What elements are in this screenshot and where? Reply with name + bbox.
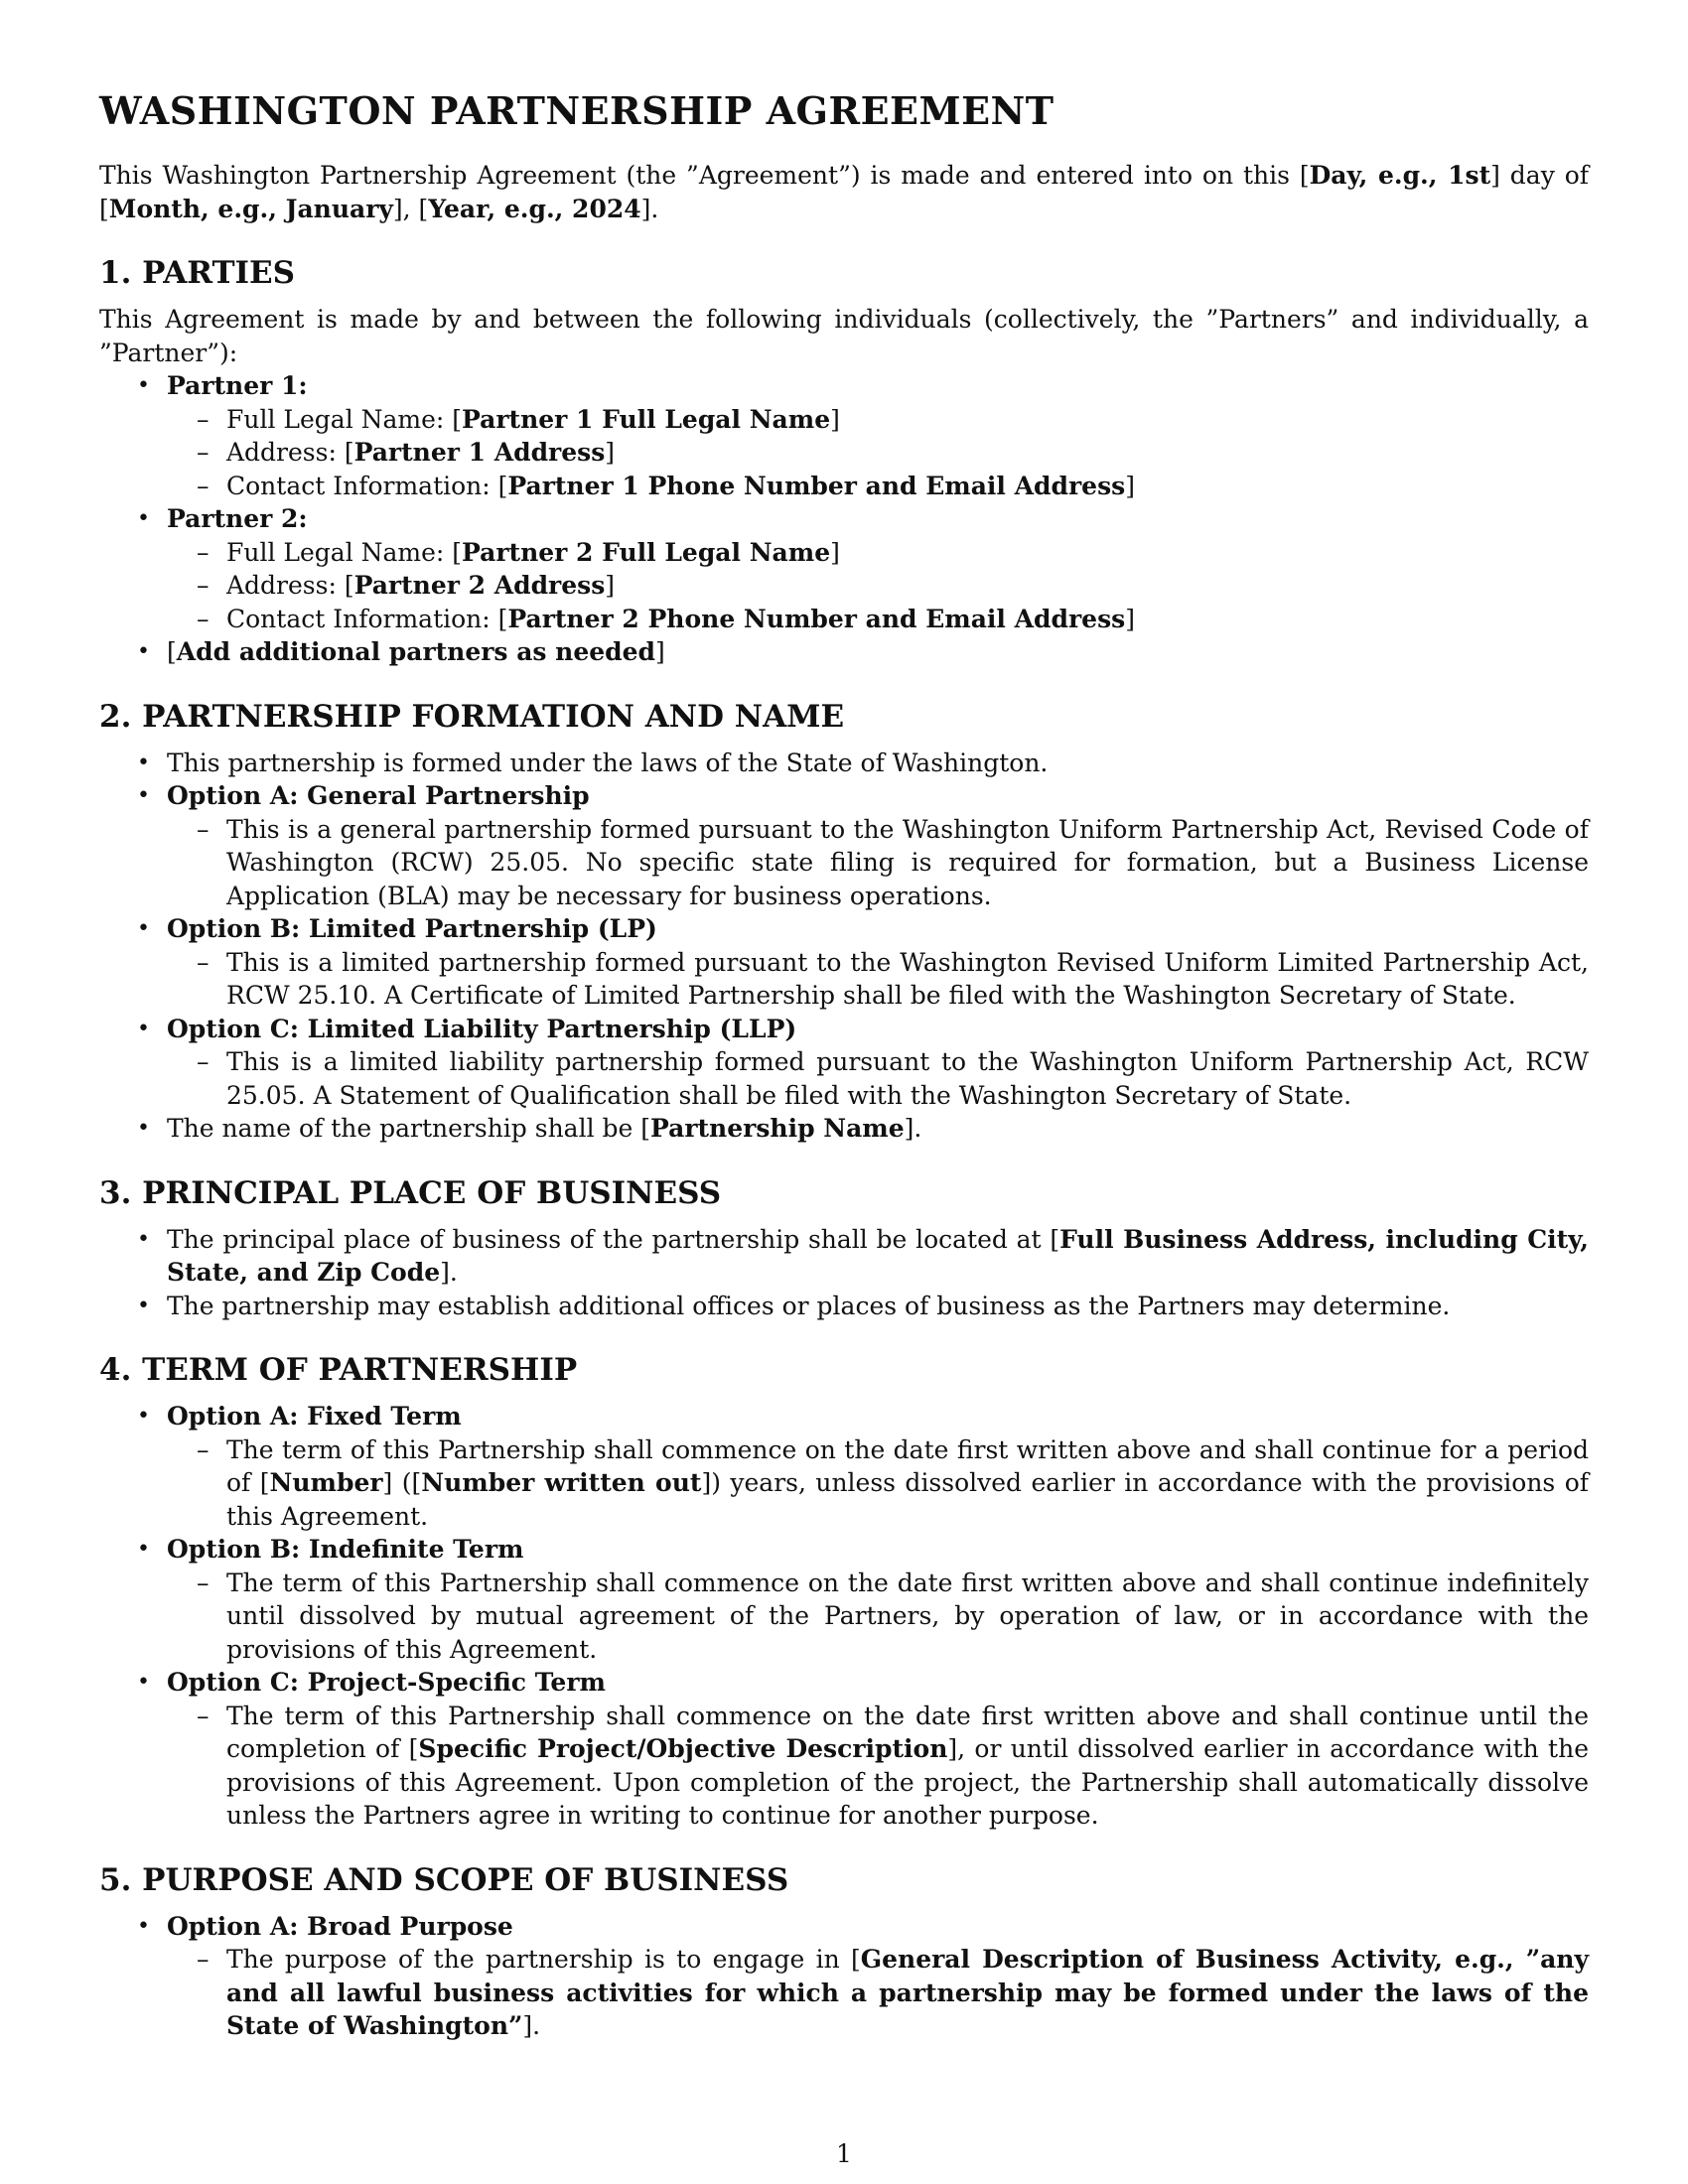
list-item <box>99 1910 1589 2043</box>
option-c-project-term-label: Option C: Project-Specific Term <box>167 1668 606 1697</box>
section-heading-purpose: 5. PURPOSE AND SCOPE OF BUSINESS <box>99 1861 789 1898</box>
list-item <box>99 779 1589 912</box>
option-a-broad-purpose-label: Option A: Broad Purpose <box>167 1911 513 1941</box>
list-item <box>99 1533 1589 1666</box>
business-address-placeholder: Full Business Address, including City, State, and Zip Code <box>167 1224 1589 1287</box>
document-page <box>99 87 1589 2043</box>
section-heading-place-of-business: 3. PRINCIPAL PLACE OF BUSINESS <box>99 1174 722 1211</box>
list-item: • The partnership may establish additional offices or places of business as the Partners may determine. <box>99 1290 1589 1323</box>
list-item: • This partnership is formed under the laws of the State of Washington. <box>99 747 1589 780</box>
page-number: 1 <box>836 2139 852 2168</box>
list-item: • The principal place of business of the partnership shall be located at [Full Business Address, including City, State, and Zip Code]. <box>99 1223 1589 1290</box>
list-item <box>99 1013 1589 1113</box>
partner-1-label: Partner 1: <box>167 371 308 400</box>
partnership-name-placeholder: Partnership Name <box>650 1114 905 1143</box>
option-c-llp-label: Option C: Limited Liability Partnership (LLP) <box>167 1014 797 1043</box>
list-item: • [Add additional partners as needed] <box>99 635 1589 669</box>
partner-2-contact-placeholder: Partner 2 Phone Number and Email Address <box>507 604 1126 633</box>
section-heading-formation: 2. PARTNERSHIP FORMATION AND NAME <box>99 698 845 735</box>
parties-intro: This Agreement is made by and between the following individuals (collectively, the ”Partners” and individually, a ”Partner”): <box>99 305 1589 367</box>
list-item: – This is a limited liability partnership formed pursuant to the Washington Uniform Partnership Act, RCW 25.05. A Statement of Qualification shall be filed with the Washington Secretary of State. <box>167 1045 1589 1112</box>
option-b-limited-label: Option B: Limited Partnership (LP) <box>167 914 657 943</box>
day-placeholder: Day, e.g., 1st <box>1309 161 1491 190</box>
section-heading-parties: 1. PARTIES <box>99 255 296 291</box>
partner-2-address-placeholder: Partner 2 Address <box>353 571 606 600</box>
section-heading-term: 4. TERM OF PARTNERSHIP <box>99 1352 578 1388</box>
list-item: – The term of this Partnership shall commence on the date first written above and shall continue until the completion of [Specific Project/Objective Description], or until dissolved earlier in accordance with the provisions of this Agreement. Upon completion of the project, the Partnership shall automatically dissolve unless the Partners agree in writing to continue for another purpose. <box>167 1700 1589 1833</box>
partner-2-name-placeholder: Partner 2 Full Legal Name <box>462 537 831 567</box>
list-item <box>99 912 1589 1013</box>
partner-1-address-placeholder: Partner 1 Address <box>353 438 606 467</box>
project-description-placeholder: Specific Project/Objective Description <box>418 1734 948 1763</box>
list-item: – Full Legal Name: [Partner 2 Full Legal Name] <box>167 536 1589 570</box>
list-item: – Address: [Partner 2 Address] <box>167 569 1589 603</box>
intro-paragraph: This Washington Partnership Agreement (the ”Agreement”) is made and entered into on this [Day, e.g., 1st] day of [Month, e.g., January], [Year, e.g., 2024]. <box>99 161 1590 223</box>
list-item: – Address: [Partner 1 Address] <box>167 436 1589 470</box>
number-placeholder: Number <box>269 1468 383 1497</box>
partner-2-label: Partner 2: <box>167 504 308 533</box>
list-item <box>99 1400 1589 1533</box>
year-placeholder: Year, e.g., 2024 <box>428 194 641 223</box>
list-item: – This is a general partnership formed pursuant to the Washington Uniform Partnership Act, Revised Code of Washington (RCW) 25.05. No specific state filing is required for formation, but a Business License Application (BLA) may be necessary for business operations. <box>167 813 1589 913</box>
list-item: – Full Legal Name: [Partner 1 Full Legal Name] <box>167 403 1589 437</box>
list-item: – This is a limited partnership formed pursuant to the Washington Revised Uniform Limited Partnership Act, RCW 25.10. A Certificate of Limited Partnership shall be filed with the Washington Secretary of State. <box>167 946 1589 1013</box>
partner-1-contact-placeholder: Partner 1 Phone Number and Email Address <box>507 471 1126 500</box>
list-item <box>99 1666 1589 1833</box>
list-item <box>99 502 1589 635</box>
list-item: – The purpose of the partnership is to engage in [General Description of Business Activity, e.g., ”any and all lawful business activities for which a partnership may be formed under the laws of the State of Washington”]. <box>167 1943 1589 2043</box>
business-activity-placeholder: General Description of Business Activity, e.g., ”any and all lawful business activities for which a partnership may be formed under the laws of the State of Washington” <box>226 1945 1589 2040</box>
list-item: – Contact Information: [Partner 2 Phone Number and Email Address] <box>167 603 1589 636</box>
list-item: – The term of this Partnership shall commence on the date first written above and shall continue for a period of [Number] ([Number written out]) years, unless dissolved earlier in accordance with the provisions of this Agreement. <box>167 1433 1589 1534</box>
additional-partners-placeholder: Add additional partners as needed <box>176 637 656 666</box>
list-item <box>99 369 1589 502</box>
partner-1-name-placeholder: Partner 1 Full Legal Name <box>462 404 831 434</box>
document-title: WASHINGTON PARTNERSHIP AGREEMENT <box>99 88 1055 133</box>
partners-list <box>99 369 1589 669</box>
option-a-general-label: Option A: General Partnership <box>167 781 590 810</box>
option-b-indefinite-term-label: Option B: Indefinite Term <box>167 1535 524 1564</box>
list-item: • The name of the partnership shall be [Partnership Name]. <box>99 1112 1589 1146</box>
option-a-fixed-term-label: Option A: Fixed Term <box>167 1402 462 1431</box>
list-item: – The term of this Partnership shall commence on the date first written above and shall continue indefinitely until dissolved by mutual agreement of the Partners, by operation of law, or in accordance with the provisions of this Agreement. <box>167 1567 1589 1667</box>
list-item: – Contact Information: [Partner 1 Phone Number and Email Address] <box>167 470 1589 503</box>
number-written-placeholder: Number written out <box>421 1468 702 1497</box>
month-placeholder: Month, e.g., January <box>108 194 393 223</box>
